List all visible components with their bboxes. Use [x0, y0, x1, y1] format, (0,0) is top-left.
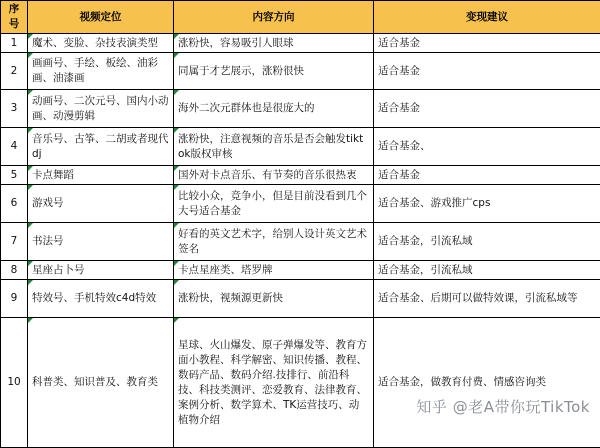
row-positioning: 动画号、二次元号、国内小动画、动漫剪辑	[28, 90, 174, 128]
table-row	[1, 34, 600, 53]
row-number: 5	[1, 166, 28, 185]
comment-marker-icon	[174, 261, 179, 266]
header-positioning: 视频定位	[28, 1, 174, 34]
comment-marker-icon	[28, 166, 33, 171]
header-content: 内容方向	[174, 1, 374, 34]
comment-marker-icon	[174, 128, 179, 133]
row-positioning: 游戏号	[28, 185, 174, 223]
table-row	[1, 90, 600, 128]
comment-marker-icon	[174, 185, 179, 190]
table-row	[1, 261, 600, 280]
row-positioning: 音乐号、古筝、二胡或者现代dj	[28, 128, 174, 166]
row-content: 星球、火山爆发、原子弹爆发等、教育方面小教程、科学解密、知识传播、教程、数码产品、数码介绍.技排行、前沿科技、科技类测评、恋爱教育、法律教育、案例分析、数学算术、TK运营技巧、动植物介绍	[174, 318, 374, 448]
row-content: 国外对卡点音乐、有节奏的音乐很热衷	[174, 166, 374, 185]
comment-marker-icon	[174, 53, 179, 58]
row-number: 1	[1, 34, 28, 53]
row-number: 2	[1, 53, 28, 90]
comment-marker-icon	[174, 223, 179, 228]
table-row	[1, 166, 600, 185]
comment-marker-icon	[174, 34, 179, 39]
row-positioning: 魔术、变脸、杂技表演类型	[28, 34, 174, 53]
comment-marker-icon	[28, 185, 33, 190]
comment-marker-icon	[28, 34, 33, 39]
row-number: 3	[1, 90, 28, 128]
header-row	[1, 1, 600, 34]
table-row	[1, 185, 600, 223]
row-monetize: 适合基金	[374, 53, 600, 90]
row-content: 同属于才艺展示，涨粉很快	[174, 53, 374, 90]
row-monetize: 适合基金，引流私域	[374, 223, 600, 261]
row-number: 10	[1, 318, 28, 448]
table-row	[1, 318, 600, 448]
row-monetize: 适合基金，做教育付费、情感咨询类	[374, 318, 600, 448]
comment-marker-icon	[28, 90, 33, 95]
row-positioning: 书法号	[28, 223, 174, 261]
comment-marker-icon	[28, 223, 33, 228]
row-number: 9	[1, 280, 28, 318]
comment-marker-icon	[28, 53, 33, 58]
row-monetize: 适合基金	[374, 166, 600, 185]
comment-marker-icon	[28, 261, 33, 266]
header-index: 序号	[1, 1, 28, 34]
comment-marker-icon	[174, 166, 179, 171]
row-content: 涨粉快，容易吸引人眼球	[174, 34, 374, 53]
row-monetize: 适合基金	[374, 90, 600, 128]
table-row	[1, 53, 600, 90]
row-number: 4	[1, 128, 28, 166]
row-content: 涨粉快，视频源更新快	[174, 280, 374, 318]
row-content: 涨粉快，注意视频的音乐是否会触发tiktok版权审核	[174, 128, 374, 166]
row-positioning: 特效号、手机特效c4d特效	[28, 280, 174, 318]
watermark: 知乎 @老A带你玩TikTok	[416, 396, 590, 417]
row-number: 8	[1, 261, 28, 280]
table-row	[1, 223, 600, 261]
header-monetize: 变现建议	[374, 1, 600, 34]
comment-marker-icon	[28, 318, 33, 323]
comment-marker-icon	[174, 318, 179, 323]
comment-marker-icon	[174, 90, 179, 95]
row-content: 卡点星座类、塔罗牌	[174, 261, 374, 280]
table-row	[1, 128, 600, 166]
comment-marker-icon	[28, 128, 33, 133]
row-content: 好看的英文艺术字，给别人设计英文艺术签名	[174, 223, 374, 261]
row-number: 7	[1, 223, 28, 261]
table-row	[1, 280, 600, 318]
row-monetize: 适合基金、	[374, 128, 600, 166]
row-positioning: 科普类、知识普及、教育类	[28, 318, 174, 448]
comment-marker-icon	[28, 280, 33, 285]
row-positioning: 卡点舞蹈	[28, 166, 174, 185]
row-monetize: 适合基金，引流私域	[374, 261, 600, 280]
comment-marker-icon	[174, 280, 179, 285]
row-positioning: 画画号、手绘、板绘、油彩画、油漆画	[28, 53, 174, 90]
row-content: 比较小众，竞争小，但是目前没看到几个大号适合基金	[174, 185, 374, 223]
row-number: 6	[1, 185, 28, 223]
row-positioning: 星座占卜号	[28, 261, 174, 280]
row-content: 海外二次元群体也是很庞大的	[174, 90, 374, 128]
row-monetize: 适合基金	[374, 34, 600, 53]
row-monetize: 适合基金、后期可以做特效课，引流私域等	[374, 280, 600, 318]
row-monetize: 适合基金、游戏推广cps	[374, 185, 600, 223]
